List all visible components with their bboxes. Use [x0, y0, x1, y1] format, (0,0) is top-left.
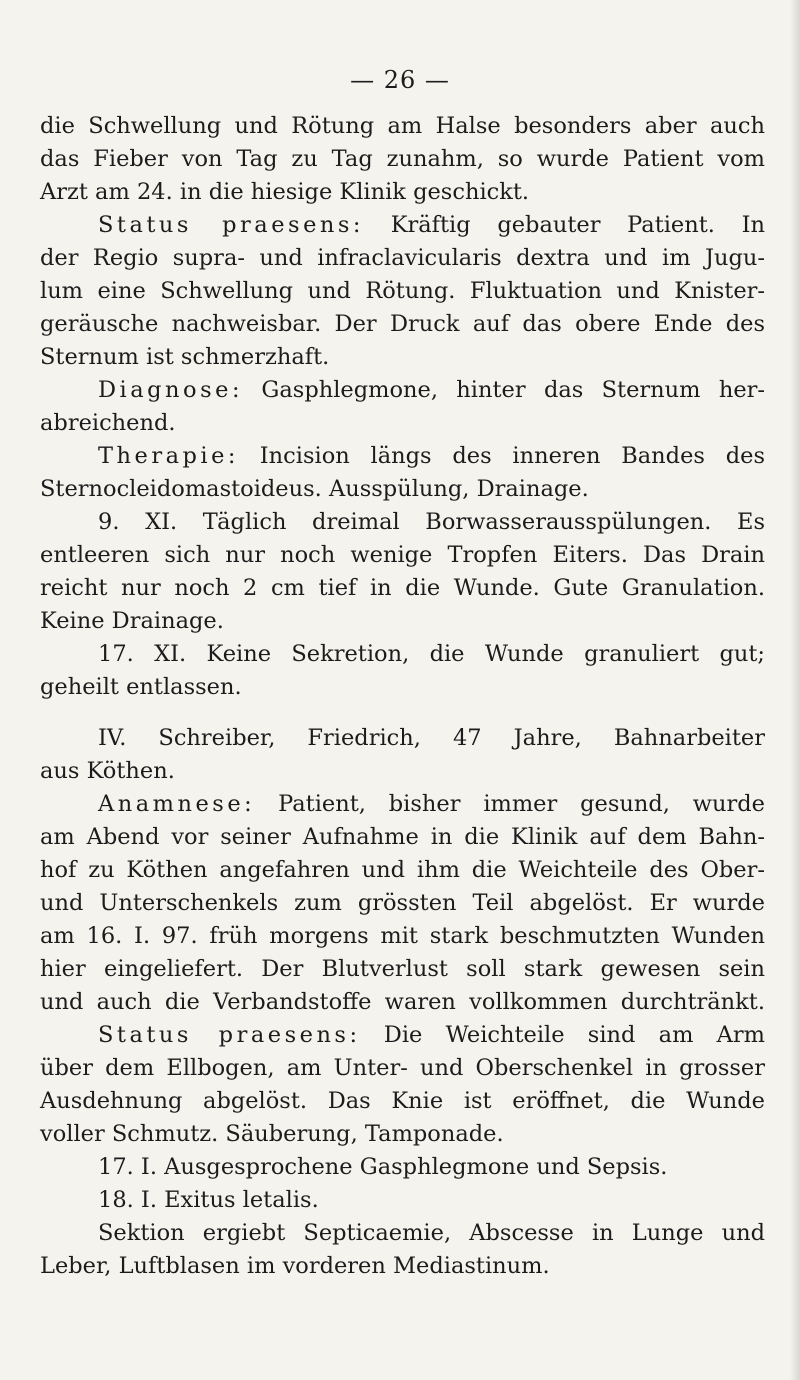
- body-text: [40, 110, 765, 1283]
- text-line: hier eingeliefert. Der Blutverlust soll stark gewesen sein: [40, 956, 765, 982]
- text-line: [40, 440, 765, 473]
- text-line: Sternum ist schmerzhaft.: [40, 344, 330, 370]
- text-line: Sternocleidomastoideus. Ausspülung, Drainage.: [40, 476, 589, 502]
- section-label: Therapie:: [98, 443, 239, 469]
- text-line: die Schwellung und Rötung am Halse besonders aber auch: [40, 113, 765, 139]
- section-label: Status praesens:: [98, 212, 365, 238]
- section-label: Status praesens:: [98, 1022, 361, 1048]
- text-line: voller Schmutz. Säuberung, Tamponade.: [40, 1121, 504, 1147]
- text-line: aus Köthen.: [40, 758, 175, 784]
- text-line: entleeren sich nur noch wenige Tropfen Eiters. Das Drain: [40, 542, 765, 568]
- text-line: IV. Schreiber, Friedrich, 47 Jahre, Bahnarbeiter: [98, 725, 765, 751]
- text-line: Ausdehnung abgelöst. Das Knie ist eröffnet, die Wunde: [40, 1088, 765, 1114]
- section-label: Anamnese:: [98, 791, 256, 817]
- text-line: [40, 374, 765, 407]
- text-line: 18. I. Exitus letalis.: [98, 1187, 319, 1213]
- text-line: [40, 788, 765, 821]
- text-line: Keine Drainage.: [40, 608, 224, 634]
- text-line-content: Kräftig gebauter Patient. In: [364, 212, 765, 238]
- text-line: am 16. I. 97. früh morgens mit stark beschmutzten Wunden: [40, 923, 765, 949]
- text-line-content: Die Weichteile sind am Arm: [360, 1022, 765, 1048]
- text-line: [40, 1019, 765, 1052]
- text-line-content: Incision längs des inneren Bandes des: [238, 443, 765, 469]
- text-line: geheilt entlassen.: [40, 674, 242, 700]
- text-line: das Fieber von Tag zu Tag zunahm, so wurde Patient vom: [40, 146, 765, 172]
- text-line: lum eine Schwellung und Rötung. Fluktuation und Knister-: [40, 278, 765, 304]
- text-line: geräusche nachweisbar. Der Druck auf das obere Ende des: [40, 311, 765, 337]
- page-number: — 26 —: [350, 66, 450, 94]
- section-label: Diagnose:: [98, 377, 244, 403]
- text-line: der Regio supra- und infraclavicularis dextra und im Jugu-: [40, 245, 765, 271]
- page-edge-shadow: [790, 0, 800, 1380]
- text-line-content: Gasphlegmone, hinter das Sternum her-: [243, 377, 765, 403]
- text-line: reicht nur noch 2 cm tief in die Wunde. Gute Granulation.: [40, 575, 765, 601]
- text-line: abreichend.: [40, 410, 176, 436]
- text-line: Arzt am 24. in die hiesige Klinik geschickt.: [40, 179, 530, 205]
- text-line: am Abend vor seiner Aufnahme in die Klinik auf dem Bahn-: [40, 824, 765, 850]
- text-line: über dem Ellbogen, am Unter- und Oberschenkel in grosser: [40, 1055, 765, 1081]
- text-line: und auch die Verbandstoffe waren vollkommen durchtränkt.: [40, 989, 765, 1015]
- text-line: Sektion ergiebt Septicaemie, Abscesse in Lunge und: [98, 1220, 765, 1246]
- text-line: 9. XI. Täglich dreimal Borwasserausspülungen. Es: [98, 509, 765, 535]
- text-line: [40, 209, 765, 242]
- text-line: Leber, Luftblasen im vorderen Mediastinum.: [40, 1253, 550, 1279]
- text-line: hof zu Köthen angefahren und ihm die Weichteile des Ober-: [40, 857, 765, 883]
- text-line: 17. XI. Keine Sekretion, die Wunde granuliert gut;: [98, 641, 765, 667]
- text-line: 17. I. Ausgesprochene Gasphlegmone und Sepsis.: [98, 1154, 668, 1180]
- text-line-content: Patient, bisher immer gesund, wurde: [255, 791, 765, 817]
- text-line: und Unterschenkels zum grössten Teil abgelöst. Er wurde: [40, 890, 765, 916]
